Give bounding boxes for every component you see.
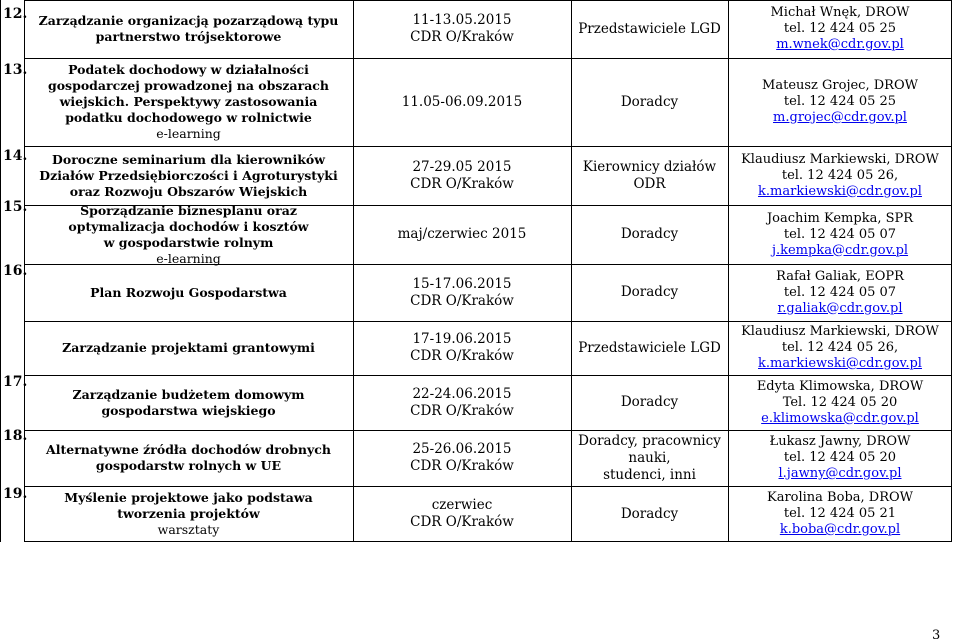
title-line: gospodarczej prowadzonej na obszarach [47,78,329,93]
email-link[interactable]: r.galiak@cdr.gov.pl [777,300,903,316]
title-line: gospodarstw rolnych w UE [95,458,282,473]
target-audience [571,146,728,205]
date-line: CDR O/Kraków [410,458,514,474]
contact-line: Klaudiusz Markiewski, DROW [741,151,939,167]
date-line: CDR O/Kraków [410,29,514,45]
training-title [26,321,351,375]
contact-line: tel. 12 424 05 25 [783,21,897,36]
training-date [353,375,571,430]
training-date [353,58,571,146]
format-label: e-learning [156,250,221,266]
audience-line: Doradcy [620,505,679,522]
date-line: CDR O/Kraków [410,292,514,309]
date-line: CDR O/Kraków [410,514,514,530]
contact-line: tel. 12 424 05 07 [783,284,897,300]
row-number: 19. [3,486,28,502]
contact-line: Karolina Boba, DROW [766,490,914,505]
email-link[interactable]: k.markiewski@cdr.gov.pl [758,356,922,371]
contact-person [728,321,952,375]
contact-line: Rafał Galiak, EOPR [776,268,904,284]
row-number: 16. [3,263,28,279]
contact-line: tel. 12 424 05 21 [783,506,897,521]
date-line: 15-17.06.2015 [412,275,512,292]
date-line: 27-29.05 2015 [412,158,512,175]
training-title [26,0,351,58]
contact-person [728,375,952,430]
audience-line: Kierownicy działów ODR [582,158,717,192]
contact-person [728,0,952,58]
training-date [353,146,571,205]
contact-line: Łukasz Jawny, DROW [769,434,911,449]
target-audience [571,58,728,146]
format-label: warsztaty [157,522,220,537]
target-audience [571,264,728,321]
title-line: Alternatywne źródła dochodów drobnych [46,442,331,457]
row-number: 14. [3,148,28,164]
email-link[interactable]: j.kempka@cdr.gov.pl [771,242,909,258]
training-title [26,486,351,542]
title-line: Sporządzanie biznesplanu oraz [80,202,297,218]
title-line: tworzenia projektów [117,506,260,521]
date-line: 22-24.06.2015 [412,385,512,402]
contact-person [728,205,952,264]
title-line: wiejskich. Perspektywy zastosowania [59,94,318,109]
title-line: Zarządzanie organizacją pozarządową typu [38,13,339,28]
row-number: 15. [3,199,28,215]
title-line: Podatek dochodowy w działalności [68,62,309,77]
contact-line: Michał Wnęk, DROW [770,5,910,20]
title-line: optymalizacja dochodów i kosztów [68,218,309,234]
number-column-border [0,0,1,542]
title-line: w gospodarstwie rolnym [103,234,274,250]
email-link[interactable]: e.klimowska@cdr.gov.pl [761,410,919,426]
training-date [353,321,571,375]
date-line: CDR O/Kraków [410,348,514,364]
audience-line: Doradcy [620,284,679,300]
page-number: 3 [932,628,941,643]
title-line: gospodarstwa wiejskiego [101,402,276,418]
date-line: 17-19.06.2015 [412,331,512,347]
date-line: CDR O/Kraków [410,175,514,192]
contact-line: Klaudiusz Markiewski, DROW [741,324,939,339]
title-line: Myślenie projektowe jako podstawa [64,490,313,505]
date-line: 11.05-06.09.2015 [401,93,523,110]
date-line: CDR O/Kraków [410,402,514,419]
row-number: 17. [3,374,28,390]
email-link[interactable]: l.jawny@cdr.gov.pl [778,466,902,481]
training-title [26,430,351,486]
contact-line: tel. 12 424 05 26, [781,167,899,183]
title-line: Plan Rozwoju Gospodarstwa [90,284,287,300]
format-label: e-learning [156,126,221,141]
training-title [26,146,351,205]
contact-person [728,58,952,146]
email-link[interactable]: k.markiewski@cdr.gov.pl [758,183,922,199]
date-line: maj/czerwiec 2015 [397,226,527,242]
training-date [353,430,571,486]
audience-line: Doradcy [620,226,679,242]
contact-person [728,264,952,321]
email-link[interactable]: m.grojec@cdr.gov.pl [773,110,907,125]
contact-person [728,146,952,205]
title-line: partnerstwo trójsektorowe [95,29,282,44]
date-line: 25-26.06.2015 [412,441,512,457]
target-audience [571,375,728,430]
training-date [353,0,571,58]
contact-line: tel. 12 424 05 25 [783,94,897,109]
row-number: 18. [3,428,28,444]
audience-line: Doradcy [620,93,679,110]
training-date [353,205,571,264]
training-date [353,264,571,321]
contact-line: Tel. 12 424 05 20 [782,394,898,410]
date-line: czerwiec [431,497,493,513]
email-link[interactable]: k.boba@cdr.gov.pl [779,522,901,537]
target-audience [571,0,728,58]
audience-line: studenci, inni [603,466,696,483]
target-audience [571,430,728,486]
title-line: Zarządzanie budżetem domowym [72,386,305,402]
training-title [26,202,351,266]
contact-line: Edyta Klimowska, DROW [756,378,924,394]
contact-line: tel. 12 424 05 20 [783,450,897,465]
training-table [3,0,952,542]
audience-line: Doradcy, pracownicy nauki, [578,432,721,466]
contact-line: tel. 12 424 05 26, [781,340,899,355]
training-title [26,264,351,321]
contact-line: Joachim Kempka, SPR [766,210,914,226]
contact-person [728,486,952,542]
contact-person [728,430,952,486]
title-line: Doroczne seminarium dla kierowników [52,151,325,167]
target-audience [571,321,728,375]
audience-line: Przedstawiciele LGD [578,339,721,356]
title-line: Działów Przedsiębiorczości i Agroturystyki [39,167,338,183]
title-line: oraz Rozwoju Obszarów Wiejskich [69,183,308,199]
audience-line: Doradcy [620,394,679,410]
training-title [26,58,351,146]
row-number: 13. [3,62,28,78]
target-audience [571,205,728,264]
row-number: 12. [3,6,28,22]
date-line: 11-13.05.2015 [412,12,512,28]
audience-line: Przedstawiciele LGD [578,20,721,37]
title-line: podatku dochodowego w rolnictwie [65,110,312,125]
training-date [353,486,571,542]
contact-line: tel. 12 424 05 07 [783,226,897,242]
training-title [26,375,351,430]
contact-line: Mateusz Grojec, DROW [762,78,918,93]
target-audience [571,486,728,542]
title-line: Zarządzanie projektami grantowymi [62,340,315,355]
email-link[interactable]: m.wnek@cdr.gov.pl [776,37,904,52]
